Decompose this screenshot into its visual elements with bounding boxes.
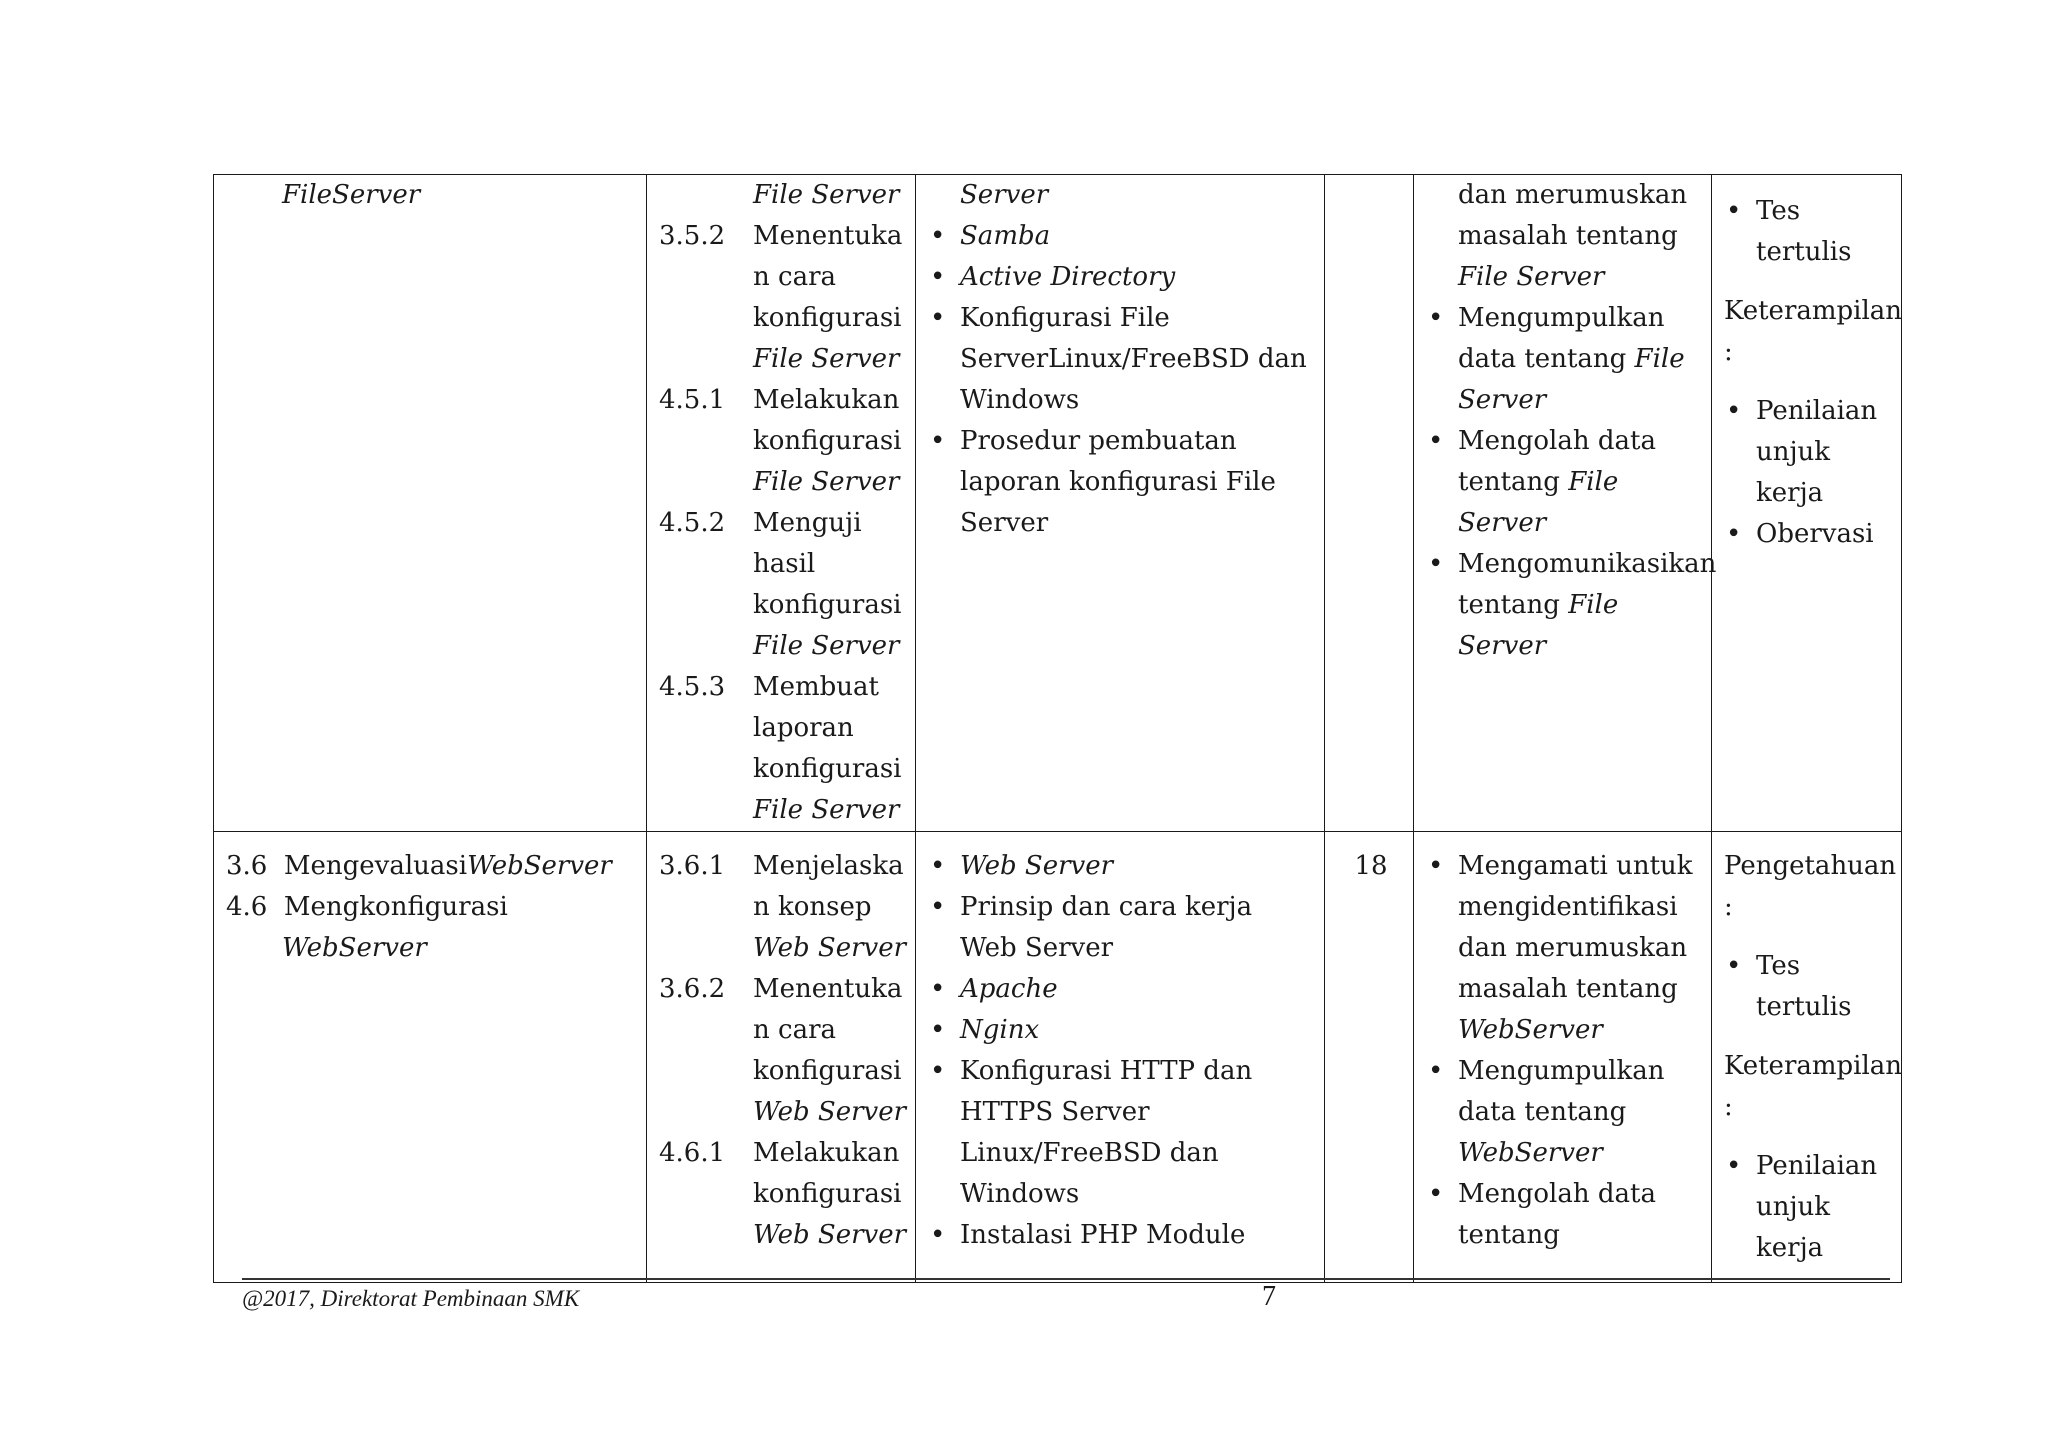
indicator-text: konfigurasi bbox=[753, 1179, 902, 1209]
footer-copyright: @2017, Direktorat Pembinaan SMK bbox=[242, 1286, 580, 1311]
list-item: • Web Server bbox=[928, 846, 1316, 887]
assessment-list bbox=[1724, 1146, 1893, 1269]
indicator-text: Web Server bbox=[753, 1220, 907, 1250]
indicator-number: 3.6.2 bbox=[659, 974, 726, 1004]
materi-text: Server bbox=[960, 180, 1049, 210]
indicator-text: n cara bbox=[753, 262, 837, 292]
indicator-item bbox=[659, 846, 907, 969]
indicator-text: konfigurasi bbox=[753, 1056, 902, 1086]
indicator-text: File Server bbox=[753, 180, 900, 210]
list-item: • Prosedur pembuatan laporan konfigurasi File Server bbox=[928, 421, 1316, 544]
indicator-text: Menjelaska bbox=[753, 851, 904, 881]
syllabus-table bbox=[213, 174, 1902, 1283]
indicator-text: Membuat bbox=[753, 672, 880, 702]
list-item: • Mengumpulkan data tentang WebServer bbox=[1426, 1051, 1703, 1174]
indicator-text: Melakukan bbox=[753, 385, 900, 415]
kd-text: FileServer bbox=[282, 180, 421, 210]
indicator-text: File Server bbox=[753, 631, 900, 661]
list-item: • Mengumpulkan data tentang File Server bbox=[1426, 298, 1703, 421]
assessment-list bbox=[1724, 191, 1893, 273]
kegiatan-list bbox=[1426, 846, 1703, 1256]
list-item: • Tes tertulis bbox=[1724, 191, 1893, 273]
indicator-text: File Server bbox=[753, 344, 900, 374]
indicator-number: 4.6.1 bbox=[659, 1138, 726, 1168]
page-number: 7 bbox=[1262, 1281, 1276, 1312]
materi-list bbox=[928, 846, 1316, 1256]
kd-text: Mengevaluasi bbox=[283, 851, 468, 881]
indicator-item bbox=[659, 216, 907, 380]
indicator-item bbox=[659, 380, 907, 503]
footer-divider bbox=[242, 1278, 1890, 1280]
kegiatan-cell bbox=[1414, 832, 1712, 1283]
list-item: • Prinsip dan cara kerja Web Server bbox=[928, 887, 1316, 969]
indicator-text: Melakukan bbox=[753, 1138, 900, 1168]
indicator-number: 4.5.3 bbox=[659, 672, 726, 702]
indicator-text: n konsep bbox=[753, 892, 872, 922]
list-item: • Apache bbox=[928, 969, 1316, 1010]
alokasi-value: 18 bbox=[1354, 851, 1388, 881]
kd-text: Mengkonfigurasi bbox=[283, 892, 508, 922]
indicator-text: Web Server bbox=[753, 1097, 907, 1127]
kegiatan-list bbox=[1426, 298, 1717, 667]
indicator-item bbox=[659, 667, 907, 831]
kd-number: 3.6 bbox=[226, 851, 268, 881]
list-item: • Konfigurasi File ServerLinux/FreeBSD dan Windows bbox=[928, 298, 1316, 421]
list-item: • Tes tertulis bbox=[1724, 946, 1893, 1028]
indicator-text: laporan bbox=[753, 713, 854, 743]
list-item: • Mengolah data tentang File Server bbox=[1426, 421, 1703, 544]
kd-text: WebServer bbox=[282, 933, 427, 963]
indicator-text: Menentuka bbox=[753, 974, 903, 1004]
indicator-item bbox=[659, 969, 907, 1133]
indicator-text: File Server bbox=[753, 467, 900, 497]
indicator-text: hasil bbox=[753, 549, 816, 579]
kompetensi-dasar-cell bbox=[214, 175, 647, 832]
list-item: • Mengomunikasikan tentang File Server bbox=[1426, 544, 1703, 667]
indicator-item bbox=[659, 503, 907, 667]
assessment-label: Pengetahuan : bbox=[1724, 851, 1897, 922]
list-item: • Nginx bbox=[928, 1010, 1316, 1051]
indicator-number: 3.6.1 bbox=[659, 851, 726, 881]
table-row bbox=[214, 175, 1902, 832]
list-item: • Konfigurasi HTTP dan HTTPS Server Linux/FreeBSD dan Windows bbox=[928, 1051, 1316, 1215]
table-row bbox=[214, 832, 1902, 1283]
kegiatan-text: File Server bbox=[1458, 262, 1605, 292]
indicator-item bbox=[659, 1133, 907, 1256]
indicator-text: Menentuka bbox=[753, 221, 903, 251]
indikator-cell bbox=[647, 832, 916, 1283]
indicator-text: konfigurasi bbox=[753, 303, 902, 333]
list-item: • Mengamati untuk mengidentifikasi dan merumuskan masalah tentang WebServer bbox=[1426, 846, 1703, 1051]
indicator-number: 3.5.2 bbox=[659, 221, 726, 251]
assessment-label: Keterampilan : bbox=[1724, 296, 1903, 367]
indicator-text: Web Server bbox=[753, 933, 907, 963]
list-item: • Penilaian unjuk kerja bbox=[1724, 391, 1893, 514]
indicator-text: File Server bbox=[753, 795, 900, 825]
assessment-list bbox=[1724, 391, 1893, 555]
kegiatan-cell bbox=[1414, 175, 1717, 832]
list-item: • Active Directory bbox=[928, 257, 1316, 298]
list-item: • Obervasi bbox=[1724, 514, 1893, 555]
indicator-number: 4.5.1 bbox=[659, 385, 726, 415]
indicator-text: n cara bbox=[753, 1015, 837, 1045]
kd-item bbox=[226, 846, 638, 887]
materi-cell bbox=[916, 832, 1325, 1283]
list-item: • Samba bbox=[928, 216, 1316, 257]
list-item: • Penilaian unjuk kerja bbox=[1724, 1146, 1893, 1269]
list-item: • Mengolah data tentang bbox=[1426, 1174, 1703, 1256]
kegiatan-text: dan merumuskan masalah tentang bbox=[1458, 180, 1688, 251]
assessment-list bbox=[1724, 946, 1893, 1028]
kd-number: 4.6 bbox=[226, 892, 268, 922]
indicator-text: Menguji bbox=[753, 508, 862, 538]
indikator-cell bbox=[647, 175, 916, 832]
kd-item bbox=[226, 887, 638, 928]
indicator-text: konfigurasi bbox=[753, 426, 902, 456]
kompetensi-dasar-cell bbox=[214, 832, 647, 1283]
kd-text: WebServer bbox=[467, 851, 612, 881]
materi-list bbox=[928, 216, 1316, 544]
list-item: • Instalasi PHP Module bbox=[928, 1215, 1316, 1256]
penilaian-cell bbox=[1712, 175, 1902, 832]
alokasi-cell bbox=[1325, 175, 1414, 832]
assessment-label: Keterampilan : bbox=[1724, 1051, 1903, 1122]
materi-cell bbox=[916, 175, 1325, 832]
alokasi-cell bbox=[1325, 832, 1414, 1283]
indicator-text: konfigurasi bbox=[753, 590, 902, 620]
indicator-number: 4.5.2 bbox=[659, 508, 726, 538]
indicator-text: konfigurasi bbox=[753, 754, 902, 784]
penilaian-cell bbox=[1712, 832, 1902, 1283]
